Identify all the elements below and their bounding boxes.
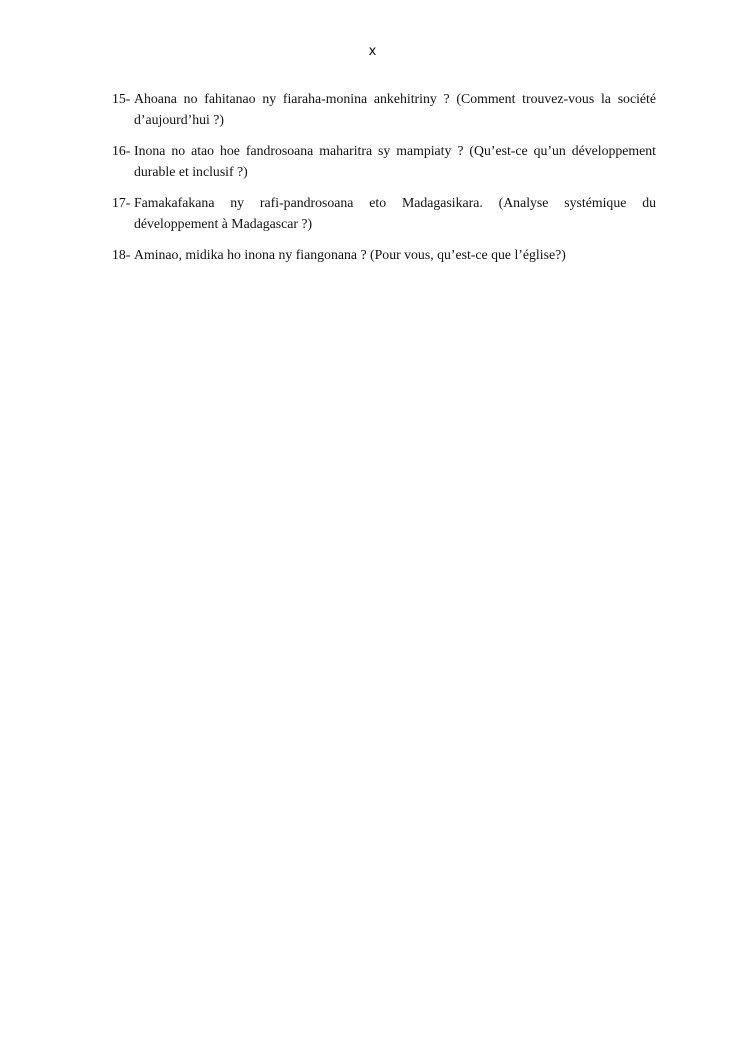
question-text: Ahoana no fahitanao ny fiaraha-monina ankehitriny ? (Comment trouvez-vous la société d’aujourd’hui ?)	[134, 91, 656, 127]
question-item	[112, 192, 656, 234]
question-item	[112, 88, 656, 130]
question-text: Famakafakana ny rafi-pandrosoana eto Madagasikara. (Analyse systémique du développement à Madagascar ?)	[134, 195, 656, 231]
question-list	[112, 88, 656, 275]
question-number: 16-	[112, 143, 131, 158]
question-text: Aminao, midika ho inona ny fiangonana ? (Pour vous, qu’est-ce que l’église?)	[134, 247, 566, 262]
page-number: x	[368, 44, 377, 59]
question-item	[112, 140, 656, 182]
question-number: 18-	[112, 247, 131, 262]
question-text: Inona no atao hoe fandrosoana maharitra sy mampiaty ? (Qu’est-ce qu’un développement durable et inclusif ?)	[134, 143, 656, 179]
question-number: 17-	[112, 195, 131, 210]
question-item	[112, 244, 656, 265]
question-number: 15-	[112, 91, 131, 106]
